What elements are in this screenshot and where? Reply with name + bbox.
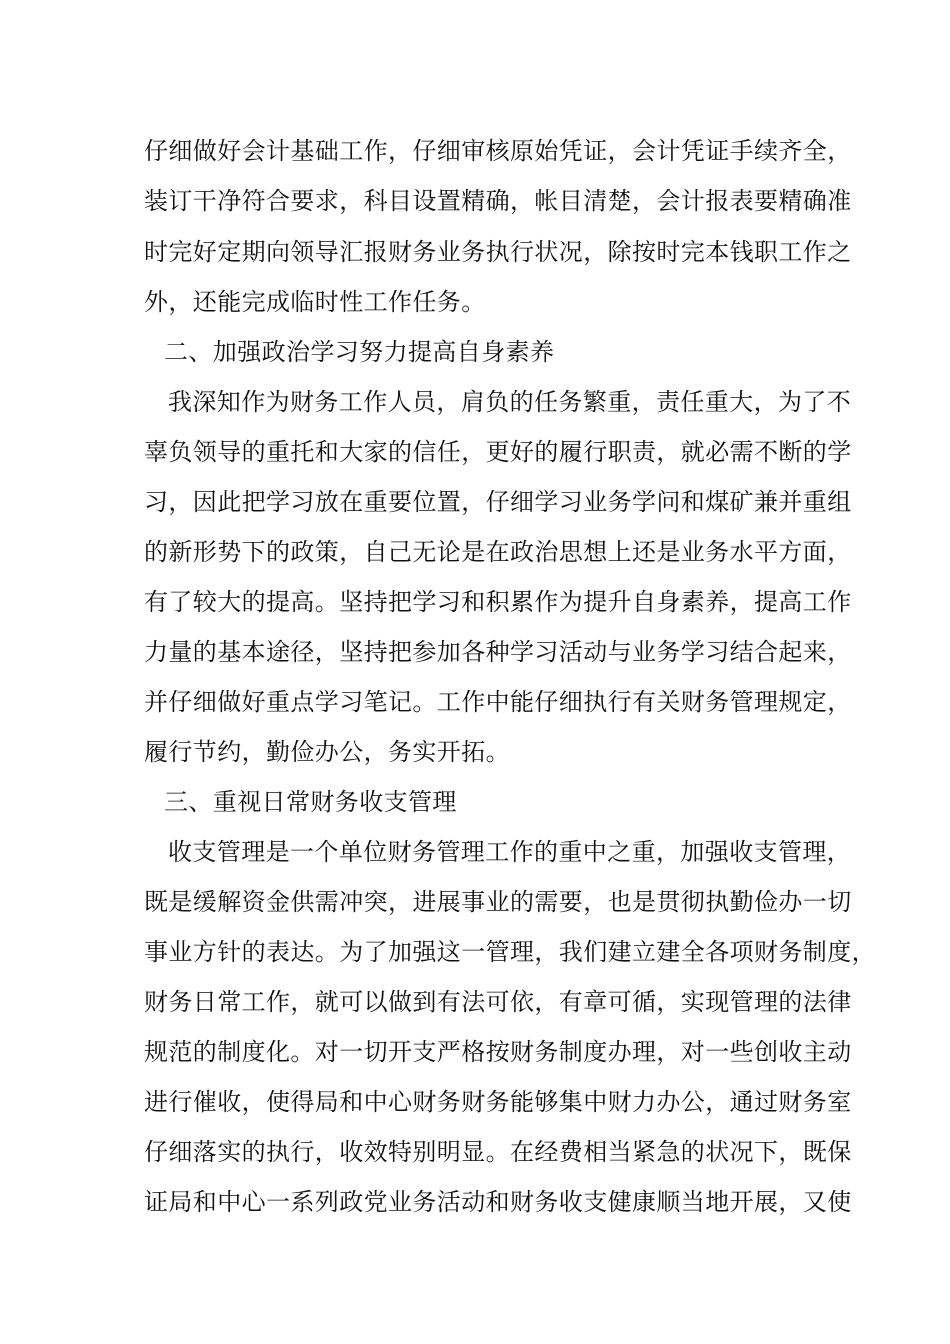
paragraph-1-line-4: 外，还能完成临时性工作任务。 xyxy=(144,288,486,316)
paragraph-1-line-2: 装订干净符合要求，科目设置精确，帐目清楚，会计报表要精确准 xyxy=(144,187,852,215)
paragraph-2-line-6: 力量的基本途径，坚持把参加各种学习活动与业务学习结合起来， xyxy=(144,638,852,666)
paragraph-2-line-3: 习，因此把学习放在重要位置，仔细学习业务学问和煤矿兼并重组 xyxy=(144,488,852,516)
paragraph-3-line-3: 事业方针的表达。为了加强这一管理，我们建立建全各项财务制度， xyxy=(144,938,876,966)
paragraph-2-line-4: 的新形势下的政策，自己无论是在政治思想上还是业务水平方面， xyxy=(144,538,852,566)
paragraph-2-line-2: 辜负领导的重托和大家的信任，更好的履行职责，就必需不断的学 xyxy=(144,438,852,466)
paragraph-3-line-8: 证局和中心一系列政党业务活动和财务收支健康顺当地开展，又使 xyxy=(144,1188,852,1216)
section-heading-2: 二、加强政治学习努力提高自身素养 xyxy=(164,338,555,366)
paragraph-3-line-1: 收支管理是一个单位财务管理工作的重中之重，加强收支管理， xyxy=(168,838,852,866)
paragraph-1-line-1: 仔细做好会计基础工作，仔细审核原始凭证，会计凭证手续齐全， xyxy=(144,137,852,165)
paragraph-3-line-4: 财务日常工作，就可以做到有法可依，有章可循，实现管理的法律 xyxy=(144,988,852,1016)
paragraph-2-line-5: 有了较大的提高。坚持把学习和积累作为提升自身素养，提高工作 xyxy=(144,588,852,616)
paragraph-1-line-3: 时完好定期向领导汇报财务业务执行状况，除按时完本钱职工作之 xyxy=(144,238,852,266)
paragraph-3-line-6: 进行催收，使得局和中心财务财务能够集中财力办公，通过财务室 xyxy=(144,1088,852,1116)
paragraph-3-line-5: 规范的制度化。对一切开支严格按财务制度办理，对一些创收主动 xyxy=(144,1038,852,1066)
paragraph-3-line-2: 既是缓解资金供需冲突，进展事业的需要，也是贯彻执勤俭办一切 xyxy=(144,888,852,916)
paragraph-3-line-7: 仔细落实的执行，收效特别明显。在经费相当紧急的状况下，既保 xyxy=(144,1138,852,1166)
section-heading-3: 三、重视日常财务收支管理 xyxy=(164,788,457,816)
paragraph-2-line-1: 我深知作为财务工作人员，肩负的任务繁重，责任重大，为了不 xyxy=(168,388,852,416)
paragraph-2-line-7: 并仔细做好重点学习笔记。工作中能仔细执行有关财务管理规定， xyxy=(144,688,852,716)
paragraph-2-line-8: 履行节约，勤俭办公，务实开拓。 xyxy=(144,738,510,766)
